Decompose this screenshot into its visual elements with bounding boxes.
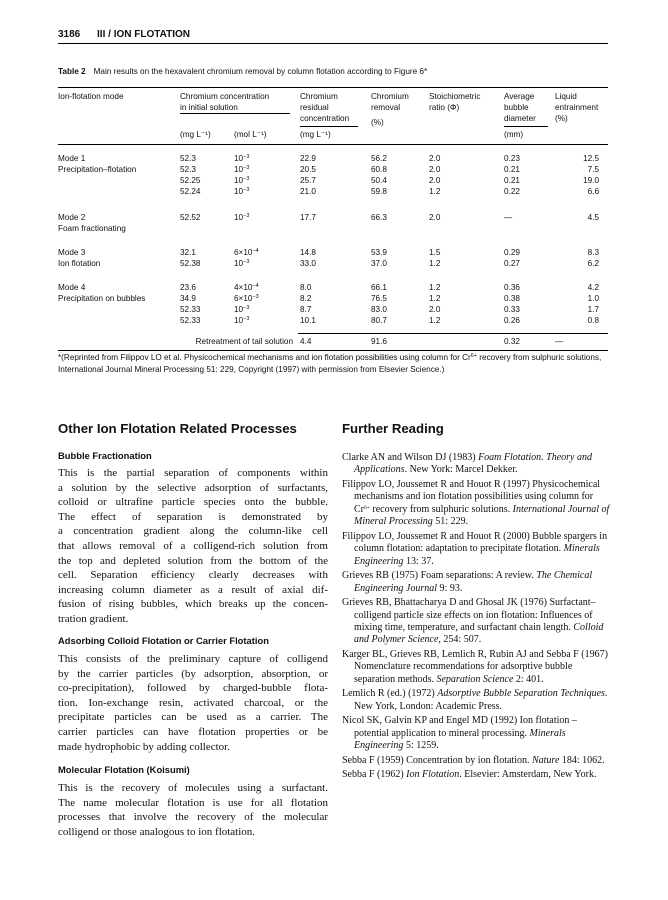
ref-text: Sebba F (1959) Concentration by ion flotation.: [342, 754, 532, 766]
row-ratio: 2.0: [429, 213, 441, 222]
row-removal: 66.1: [371, 283, 387, 292]
row-liquid: 7.5: [587, 165, 599, 174]
row-bubble: 0.21: [504, 176, 520, 185]
mol-base: 10: [234, 316, 244, 325]
row-removal: 83.0: [371, 305, 387, 314]
text-line: made hydrophobic by adding collector.: [58, 740, 230, 753]
row-ratio: 1.2: [429, 259, 441, 268]
row-label: Foam fractionating: [58, 224, 126, 233]
row-conc-mg: 52.38: [180, 259, 201, 268]
row-label: Mode 4: [58, 283, 86, 292]
reference-item: [342, 597, 610, 647]
row-conc-mg: 52.52: [180, 213, 201, 222]
col-header-mode: Ion-flotation mode: [58, 92, 124, 101]
row-conc-mol: [234, 186, 249, 197]
ref-text: Grieves RB (1975) Foam separations: A review.: [342, 570, 537, 582]
ref-title: Foam Flotation. Theory and Applications: [354, 452, 592, 476]
ref-title: The Chemical Engineering Journal: [354, 570, 593, 594]
row-residual: 25.7: [300, 176, 316, 185]
row-conc-mol: [234, 247, 259, 258]
col-header-removal-unit: (%): [371, 118, 384, 127]
row-residual: 33.0: [300, 259, 316, 268]
ref-text: Karger BL, Grieves RB, Lemlich R, Rubin AJ and Sebba F (1967) Nomenclature recommendations for adsorptive bubble separation methods.: [342, 649, 608, 685]
reference-item: [342, 755, 610, 767]
row-conc-mg: 52.33: [180, 305, 201, 314]
col-header-bubble-1: Average: [504, 92, 535, 101]
reference-item: [342, 649, 610, 686]
text-line: This consists of the preliminary capture of colligend: [58, 653, 328, 665]
row-ratio: 2.0: [429, 165, 441, 174]
row-bubble: 0.21: [504, 165, 520, 174]
reference-item: [342, 452, 610, 477]
footnote-sup: 6+: [470, 353, 478, 359]
ref-title: Minerals Engineering: [354, 543, 600, 567]
row-residual: 21.0: [300, 187, 316, 196]
text-line: The name molecular flotation is use for all flotation: [58, 796, 328, 809]
ref-text: Lemlich R (ed.) (1972): [342, 688, 438, 700]
mol-base: 10: [234, 259, 244, 268]
row-ratio: 2.0: [429, 154, 441, 163]
paragraph-carrier-flotation: [58, 652, 328, 754]
ref-text: recovery from sulphuric solutions.: [369, 503, 513, 515]
section-title-bubble-fractionation: Bubble Fractionation: [58, 450, 152, 461]
row-residual: 20.5: [300, 165, 316, 174]
col-header-liquid-unit: (%): [555, 114, 568, 123]
page-number: 3186: [58, 29, 81, 40]
row-conc-mol: [234, 315, 249, 326]
header-rule: [58, 43, 608, 44]
section-title-carrier-flotation: Adsorbing Colloid Flotation or Carrier Flotation: [58, 635, 269, 646]
mol-exponent: −4: [252, 283, 259, 289]
ref-text: Nicol SK, Galvin KP and Engel MD (1992) Ion flotation – potential application to mineral processing.: [342, 715, 577, 739]
mol-exponent: −3: [243, 165, 250, 171]
row-bubble: 0.33: [504, 305, 520, 314]
mol-base: 10: [234, 176, 244, 185]
row-residual: 8.0: [300, 283, 312, 292]
row-conc-mg: 52.3: [180, 154, 196, 163]
ref-text: Sebba F (1962): [342, 769, 407, 781]
mol-base: 4×10: [234, 283, 253, 292]
reference-item: [342, 688, 610, 713]
ref-text: 5: 1259.: [403, 740, 439, 752]
col-header-bubble-unit: (mm): [504, 130, 524, 139]
ref-text: Filippov LO, Joussemet R and Houot R (1997) Physicochemical mechanisms and ion flotation possibilities using column for Cr: [342, 479, 601, 515]
col-header-resid-unit: (mg L⁻¹): [300, 130, 331, 139]
row-bubble: 0.36: [504, 283, 520, 292]
table-caption: [58, 67, 427, 76]
col-header-conc-1: Chromium concentration: [180, 92, 270, 101]
retreatment-removal: 91.6: [371, 337, 387, 346]
row-liquid: 0.8: [587, 316, 599, 325]
text-line: the top and depleted solution from the bottom of the: [58, 554, 328, 567]
row-bubble: 0.22: [504, 187, 520, 196]
col-header-stoich-2: ratio (Φ): [429, 103, 460, 112]
retreatment-label: Retreatment of tail solution: [195, 337, 293, 346]
row-conc-mol: [234, 258, 249, 269]
text-line: tion. Ion-exchange resin, activated charcoal, or the: [58, 696, 328, 709]
row-residual: 8.7: [300, 305, 312, 314]
row-removal: 59.8: [371, 187, 387, 196]
table-footnote: [58, 352, 618, 376]
col-header-conc-unit-mol: (mol L⁻¹): [234, 130, 267, 139]
row-conc-mol: [234, 153, 249, 164]
row-ratio: 2.0: [429, 176, 441, 185]
mol-base: 6×10: [234, 248, 253, 257]
row-residual: 22.9: [300, 154, 316, 163]
reference-item: [342, 531, 610, 568]
row-liquid: 1.0: [587, 294, 599, 303]
row-bubble: 0.38: [504, 294, 520, 303]
mol-exponent: −4: [252, 248, 259, 254]
row-removal: 60.8: [371, 165, 387, 174]
table-caption-text: Main results on the hexavalent chromium removal by column flotation according to Figure 6*: [93, 67, 428, 76]
row-conc-mg: 52.3: [180, 165, 196, 174]
col-header-removal-1: Chromium: [371, 92, 409, 101]
row-liquid: 6.6: [587, 187, 599, 196]
mol-exponent: −3: [252, 294, 259, 300]
section-title-molecular-flotation: Molecular Flotation (Koisumi): [58, 764, 190, 775]
col-header-conc-unit-mg: (mg L⁻¹): [180, 130, 211, 139]
row-bubble: 0.23: [504, 154, 520, 163]
row-label: Mode 2: [58, 213, 86, 222]
text-line: carrier particles can have flotation properties or be: [58, 725, 328, 738]
table-top-rule: [58, 87, 608, 88]
row-residual: 14.8: [300, 248, 316, 257]
header-subrule-conc: [180, 113, 290, 114]
ref-title: Nature: [531, 754, 560, 766]
running-header: [58, 29, 190, 40]
text-line: This is the partial separation of components within: [58, 467, 328, 479]
mol-exponent: −3: [243, 305, 250, 311]
row-liquid: 8.3: [587, 248, 599, 257]
ref-title: International Journal of Mineral Processing: [354, 503, 610, 528]
row-conc-mg: 23.6: [180, 283, 196, 292]
row-conc-mol: [234, 212, 249, 223]
mol-exponent: −3: [243, 316, 250, 322]
ref-text: , 254: 507.: [438, 634, 482, 646]
ref-title: Adsorptive Bubble Separation Techniques: [437, 688, 605, 700]
col-header-conc-2: in initial solution: [180, 103, 238, 112]
text-line: cell. Separation efficiency clearly decreases with: [58, 569, 328, 582]
reference-item: [342, 715, 610, 752]
text-line: that allows removal of a colligend-rich solution from: [58, 539, 328, 552]
row-liquid: 4.5: [587, 213, 599, 222]
mol-base: 10: [234, 213, 244, 222]
ref-text: 13: 37.: [403, 555, 434, 567]
text-line: fusion of rising bubbles, which breaks up the concen-: [58, 598, 328, 611]
reference-item: [342, 570, 610, 595]
mol-base: 10: [234, 165, 244, 174]
row-liquid: 1.7: [587, 305, 599, 314]
ref-text: 184: 1062.: [559, 754, 605, 766]
col-header-liquid-1: Liquid: [555, 92, 577, 101]
paragraph-molecular-flotation: [58, 781, 328, 839]
paragraph-bubble-fractionation: [58, 466, 328, 627]
row-liquid: 4.2: [587, 283, 599, 292]
ref-text: . New York, London: Academic Press.: [354, 688, 608, 712]
ref-text: . Elsevier: Amsterdam, New York.: [459, 769, 597, 781]
col-header-removal-2: removal: [371, 103, 401, 112]
retreatment-bubble: 0.32: [504, 337, 520, 346]
row-conc-mol: [234, 175, 249, 186]
row-conc-mg: 52.33: [180, 316, 201, 325]
further-reading-heading: Further Reading: [342, 421, 444, 436]
row-liquid: 12.5: [583, 154, 599, 163]
row-residual: 10.1: [300, 316, 316, 325]
reference-item: [342, 769, 610, 781]
col-header-bubble-2: bubble: [504, 103, 529, 112]
ref-title: Minerals Engineering: [354, 727, 566, 752]
row-label: Precipitation on bubbles: [58, 294, 146, 303]
ref-title: Ion Flotation: [406, 769, 460, 781]
row-bubble: 0.26: [504, 316, 520, 325]
footnote-text-a: *(Reprinted from Filippov LO et al. Physicochemical mechanisms and ion flotation possibilities using column for Cr: [58, 353, 471, 362]
ref-text: . New York: Marcel Dekker.: [404, 464, 518, 476]
row-conc-mol: [234, 164, 249, 175]
row-removal: 80.7: [371, 316, 387, 325]
row-conc-mg: 52.25: [180, 176, 201, 185]
row-bubble: —: [504, 213, 513, 222]
row-ratio: 1.2: [429, 316, 441, 325]
text-line: colligend or those analogous to ion flotation.: [58, 825, 256, 838]
text-line: processes that involve the recovery of the molecular: [58, 811, 328, 824]
mol-base: 6×10: [234, 294, 253, 303]
mol-base: 10: [234, 154, 244, 163]
text-line: This is the recovery of molecules using a surfactant.: [58, 782, 328, 794]
row-label: Mode 3: [58, 248, 86, 257]
row-conc-mg: 34.9: [180, 294, 196, 303]
col-header-resid-3: concentration: [300, 114, 350, 123]
col-header-bubble-3: diameter: [504, 114, 536, 123]
row-label: Ion flotation: [58, 259, 101, 268]
ref-text: Filippov LO, Joussemet R and Houot R (2000) Bubble spargers in column flotation: adaptation to precipitate flotation.: [342, 530, 608, 555]
retreatment-liquid: —: [555, 337, 564, 346]
row-label: Precipitation–flotation: [58, 165, 137, 174]
row-bubble: 0.27: [504, 259, 520, 268]
text-line: a concentration gradient along the column-like cell: [58, 525, 328, 538]
row-ratio: 1.2: [429, 294, 441, 303]
ref-title: Colloid and Polymer Science: [354, 622, 604, 646]
mol-base: 10: [234, 305, 244, 314]
row-liquid: 19.0: [583, 176, 599, 185]
retreatment-residual: 4.4: [300, 337, 312, 346]
text-line: precipitate particles can be used as a carrier. The: [58, 711, 328, 724]
row-removal: 66.3: [371, 213, 387, 222]
text-line: The effect of separation is demonstrated by: [58, 510, 328, 523]
text-line: tration gradient.: [58, 612, 129, 625]
row-removal: 50.4: [371, 176, 387, 185]
table-bottom-rule: [58, 350, 608, 351]
retreatment-rule: [298, 333, 608, 334]
table-header-rule: [58, 144, 608, 145]
ref-title: Separation Science: [436, 673, 514, 685]
further-reading-list: [342, 452, 610, 784]
running-title: III / ION FLOTATION: [97, 29, 190, 40]
mol-exponent: −3: [243, 154, 250, 160]
footnote-text-b: recovery from sulphuric solutions, International Journal Mineral Processing 51: 229, Copyright (1997) with permission from Elsevier Science.): [58, 353, 602, 374]
ref-text: Clarke AN and Wilson DJ (1983): [342, 452, 479, 463]
row-ratio: 1.2: [429, 283, 441, 292]
row-ratio: 2.0: [429, 305, 441, 314]
row-conc-mg: 52.24: [180, 187, 201, 196]
col-header-liquid-2: entrainment: [555, 103, 599, 112]
row-conc-mol: [234, 282, 259, 293]
text-line: colloid or ultrafine particle species onto the bubble.: [58, 496, 328, 509]
left-heading: Other Ion Flotation Related Processes: [58, 421, 297, 436]
mol-exponent: −3: [243, 213, 250, 219]
mol-exponent: −3: [243, 187, 250, 193]
row-removal: 56.2: [371, 154, 387, 163]
header-subrule-bubble: [504, 126, 548, 127]
row-label: Mode 1: [58, 154, 86, 163]
ref-text: Grieves RB, Bhattacharya D and Ghosal JK (1976) Surfactant–colligend particle size effects on ion flotation: Influences of mixing time, temperature, and surfactant chain length.: [342, 597, 596, 634]
mol-base: 10: [234, 187, 244, 196]
row-ratio: 1.2: [429, 187, 441, 196]
text-line: by the carrier particles (by adsorption, absorption, or: [58, 667, 328, 680]
row-conc-mol: [234, 304, 249, 315]
ref-text: 2: 401.: [513, 673, 544, 685]
row-bubble: 0.29: [504, 248, 520, 257]
ref-text: 9: 93.: [437, 582, 463, 594]
mol-exponent: −3: [243, 259, 250, 265]
header-subrule-resid: [300, 126, 358, 127]
row-liquid: 6.2: [587, 259, 599, 268]
reference-item: [342, 479, 610, 529]
row-removal: 53.9: [371, 248, 387, 257]
text-line: increasing column diameter as a result of axial dif-: [58, 583, 328, 596]
row-residual: 8.2: [300, 294, 312, 303]
ref-sup: 6+: [364, 504, 370, 511]
row-ratio: 1.5: [429, 248, 441, 257]
row-removal: 37.0: [371, 259, 387, 268]
mol-exponent: −3: [243, 176, 250, 182]
row-conc-mol: [234, 293, 259, 304]
row-conc-mg: 32.1: [180, 248, 196, 257]
row-residual: 17.7: [300, 213, 316, 222]
row-removal: 76.5: [371, 294, 387, 303]
ref-text: 51: 229.: [432, 516, 469, 528]
col-header-stoich-1: Stoichiometric: [429, 92, 481, 101]
table-label: Table 2: [58, 67, 86, 76]
text-line: co-precipitation), followed by charged-bubble flota-: [58, 682, 328, 695]
text-line: a solution by the selective adsorption of surfactants,: [58, 481, 328, 494]
col-header-resid-2: residual: [300, 103, 329, 112]
col-header-resid-1: Chromium: [300, 92, 338, 101]
